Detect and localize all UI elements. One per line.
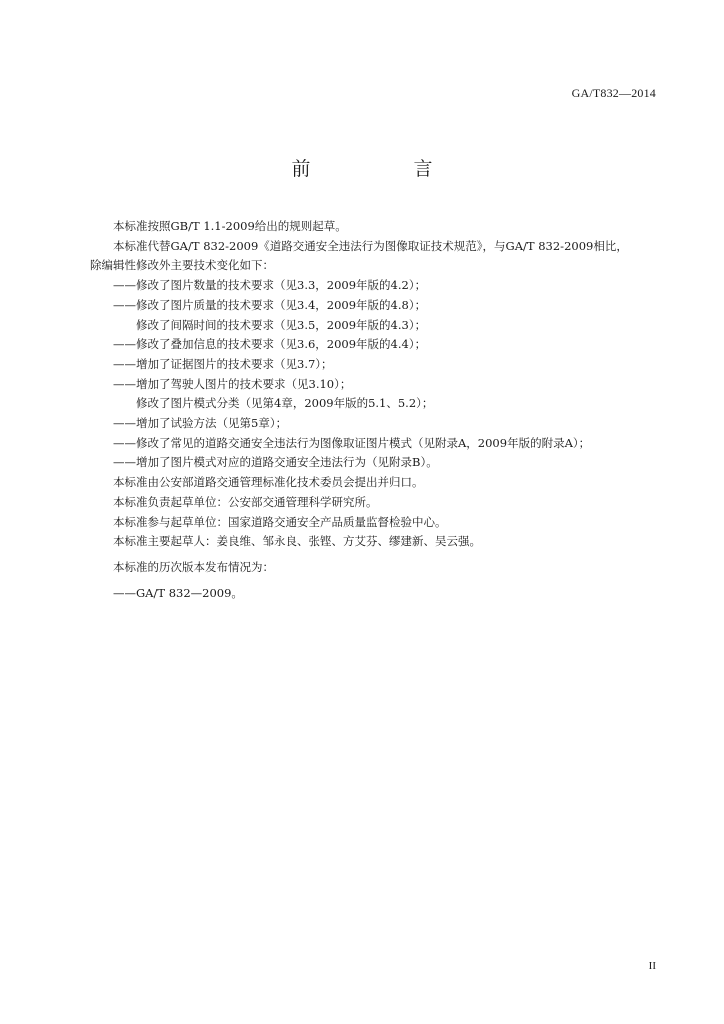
intro-line: 本标准按照GB/T 1.1-2009给出的规则起草。 <box>113 219 347 233</box>
page-number: II <box>648 960 656 972</box>
info-line: 本标准参与起草单位：国家道路交通安全产品质量监督检验中心。 <box>113 514 447 529</box>
change-item: 修改了间隔时间的技术要求（见3.5，2009年版的4.3）； <box>113 317 427 332</box>
change-item: ——增加了驾驶人图片的技术要求（见3.10）； <box>113 376 352 391</box>
change-item: ——修改了图片质量的技术要求（见3.4，2009年版的4.8）； <box>113 297 427 312</box>
change-item: ——修改了图片数量的技术要求（见3.3，2009年版的4.2）； <box>113 278 427 293</box>
intro-line: 除编辑性修改外主要技术变化如下： <box>90 258 274 273</box>
change-item: ——修改了叠加信息的技术要求（见3.6，2009年版的4.4）； <box>113 337 427 352</box>
intro-line: 本标准代替GA/T 832-2009《道路交通安全违法行为图像取证技术规范》，与GA/T 832-2009相比， <box>113 238 628 253</box>
change-item: ——修改了常见的道路交通安全违法行为图像取证图片模式（见附录A，2009年版的附录A）； <box>113 435 591 450</box>
change-item: ——增加了证据图片的技术要求（见3.7）； <box>113 356 333 371</box>
change-item: ——增加了试验方法（见第5章）； <box>113 416 288 431</box>
info-line: 本标准负责起草单位：公安部交通管理科学研究所。 <box>113 494 378 509</box>
change-item: 修改了图片模式分类（见第4章，2009年版的5.1、5.2）； <box>113 396 434 411</box>
history-item: ——GA/T 832—2009。 <box>113 585 243 600</box>
document-body <box>90 217 670 603</box>
history-heading: 本标准的历次版本发布情况为： <box>113 559 274 574</box>
info-line: 本标准主要起草人：姜良维、邹永良、张铿、方艾芬、缪建新、吴云强。 <box>113 534 481 549</box>
info-line: 本标准由公安部道路交通管理标准化技术委员会提出并归口。 <box>113 475 424 490</box>
standard-code: GA/T832—2014 <box>571 86 656 100</box>
page-title: 前 言 <box>291 158 475 180</box>
change-item: ——增加了图片模式对应的道路交通安全违法行为（见附录B）。 <box>113 455 438 470</box>
